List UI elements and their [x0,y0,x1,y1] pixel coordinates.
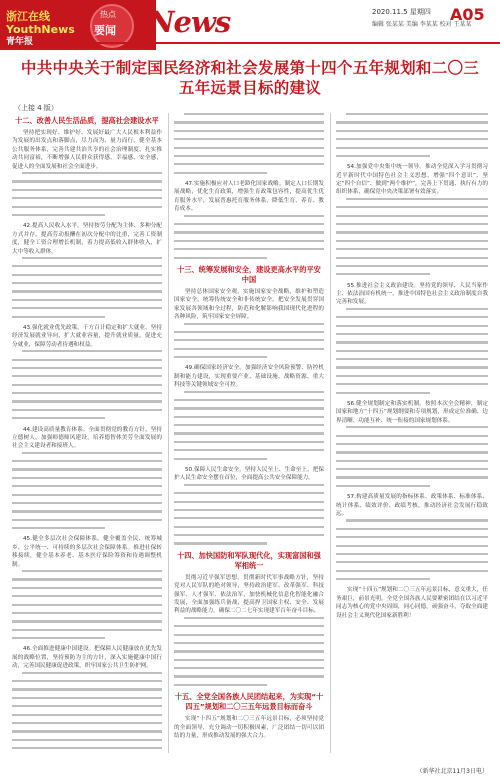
text-line [174,634,324,636]
text-line [346,519,488,521]
text-line [174,356,267,358]
text-line [336,553,488,555]
text-line [12,519,162,521]
text-line [174,659,324,661]
body-text-block [174,323,324,359]
text-line [174,534,324,536]
text-line [346,308,488,310]
body-paragraph: 43.强化就业优先政策。千方百计稳定和扩大就业，坚持经济发展就业导向，扩大就业容量，提升就业质量，促进充分就业，保障劳动者待遇和权益。 [12,324,162,348]
body-text-block [336,198,488,276]
body-paragraph: 44.建设高质量教育体系。全面贯彻党的教育方针，坚持立德树人，加强师德师风建设，培养德智体美劳全面发展的社会主义建设者和接班人。 [12,426,162,450]
text-line [184,113,324,115]
text-line [12,494,162,496]
brand-line2: 青年报 [6,37,34,47]
text-line [12,705,162,707]
text-line [174,130,324,132]
text-line [22,672,162,674]
body-text-block [174,484,324,545]
text-line [174,667,324,669]
text-line [12,747,162,749]
brand-line1: 浙江在线 YouthNews [6,10,75,36]
body-text-block [336,426,488,487]
body-paragraph: 49.确保国家经济安全。加强经济安全风险预警、防控机制和能力建设，实现重要产业、基础设施、战略资源、重大科技等关键领域安全可控。 [174,365,324,389]
text-line [184,391,324,393]
text-line [346,426,488,428]
text-line [12,375,162,377]
text-line [336,223,488,225]
text-line [12,392,162,394]
text-line [12,612,162,614]
text-line [336,561,488,563]
text-line [336,460,488,462]
text-line [336,155,430,157]
text-line [174,416,324,418]
text-line [12,680,162,682]
text-line [174,509,324,511]
text-line [174,163,324,165]
text-line [336,443,488,445]
text-line [174,399,324,401]
text-line [336,121,488,123]
article-headline: 中共中央关于制定国民经济和社会发展第十四个五年规划和二〇三五年远景目标的建议 [20,59,480,97]
source-credit: （新华社北京11月3日电） [416,768,488,775]
text-line [12,595,162,597]
text-line [174,147,324,149]
text-line [336,248,488,250]
column-divider [168,113,169,753]
text-line [336,350,488,352]
text-line [336,358,488,360]
text-line [336,383,488,385]
body-text-block [174,113,324,174]
text-line [336,485,430,487]
text-line [12,274,162,276]
text-line [22,570,162,572]
text-line [12,197,162,199]
text-line [174,424,324,426]
text-line [174,441,324,443]
text-line [12,620,162,622]
text-line [12,604,162,606]
text-line [12,307,162,309]
text-line [336,476,488,478]
text-line [336,468,488,470]
text-line [336,366,488,368]
body-text-block [336,308,488,394]
text-line [12,688,162,690]
body-text-block [174,391,324,460]
text-line [22,350,162,352]
body-paragraph: 实现“十四五”规划和二〇三五年远景目标，必须坚持党的全面领导，充分调动一切积极因素，广泛团结一切可以团结的力量，形成推动发展的强大合力。 [174,716,324,739]
text-line [174,432,324,434]
text-line [12,180,162,182]
text-line [174,257,267,259]
text-line [12,189,162,191]
text-line [12,316,105,318]
text-line [12,629,162,631]
text-line [174,675,324,677]
text-line [174,517,324,519]
text-line [336,316,488,318]
text-line [12,730,162,732]
text-line [346,198,488,200]
text-line [174,684,267,686]
body-text-block [12,570,162,639]
body-text-block [174,215,324,259]
text-line [12,299,162,301]
text-line [12,400,162,402]
body-paragraph: 实现“十四五”规划和二〇三五年远景目标，意义重大，任务艰巨，前景光明。全党全国各族人民要紧密团结在以习近平同志为核心的党中央周围，同心同德，顽强奋斗，夺取全面建设社会主义现代化国家新胜利！ [336,587,488,619]
text-line [12,697,162,699]
text-line [174,223,324,225]
body-text-block [12,452,162,530]
body-paragraph: 45.健全多层次社会保障体系。健全覆盖全民、统筹城乡、公平统一、可持续的多层次社会保障体系。推进社保转移接续，健全基本养老、基本医疗保险筹资和待遇调整机制。 [12,536,162,568]
body-text-block [336,519,488,580]
body-text-block [336,113,488,157]
body-paragraph: 55.推进社会主义政治建设。坚持党的领导、人民当家作主、依法治国有机统一，推进中国特色社会主义政治制度自我完善和发展。 [336,282,488,306]
section-label-small: 热点 [100,10,116,19]
text-line [336,206,488,208]
body-paragraph: 47.实施积极应对人口老龄化国家战略。制定人口长期发展战略，优化生育政策，增强生育政策包容性，提高优生优育服务水平，发展普惠托育服务体系，降低生育、养育、教育成本。 [174,181,324,213]
article-column-2 [174,113,324,753]
text-line [12,384,162,386]
text-line [336,138,488,140]
masthead-rule [82,42,500,44]
text-line [12,460,162,462]
text-line [174,542,267,544]
text-line [174,526,324,528]
text-line [336,578,430,580]
text-line [336,451,488,453]
text-line [12,578,162,580]
editor-credits: 编辑 张某某 美编 李某某 校对 王某某 [372,21,472,28]
text-line [336,392,430,394]
article-column-1 [12,113,162,753]
body-paragraph: 坚持总体国家安全观，实施国家安全战略，维护和塑造国家安全，统筹传统安全和非传统安全，把安全发展贯穿国家发展各领域和全过程，防范和化解影响我国现代化进程的各种风险，筑牢国家安全屏障。 [174,288,324,321]
text-line [12,367,162,369]
section-subheading: 十二、改善人民生活品质，提高社会建设水平 [15,116,159,125]
text-line [174,407,324,409]
text-line [336,231,488,233]
text-line [22,172,162,174]
body-paragraph: 50.保障人民生命安全。坚持人民至上、生命至上，把保护人民生命安全摆在首位，全面提高公共安全保障能力。 [174,466,324,482]
text-line [12,206,162,208]
text-line [12,214,105,216]
brand-logo[interactable] [6,10,82,47]
text-line [336,215,488,217]
text-line [12,485,162,487]
text-line [12,739,162,741]
text-line [184,215,324,217]
text-line [174,625,324,627]
text-line [336,528,488,530]
text-line [174,449,324,451]
text-line [174,331,324,333]
text-line [12,282,162,284]
text-line [174,172,267,174]
text-line [12,409,162,411]
text-line [336,257,488,259]
text-line [336,536,488,538]
text-line [336,240,488,242]
text-line [336,435,488,437]
text-line [12,265,162,267]
text-line [336,341,488,343]
section-subheading: 十五、全党全国各族人民团结起来，为实现“十四五”规划和二〇三五年远景目标而奋斗 [174,692,324,712]
text-line [174,231,324,233]
text-line [174,339,324,341]
text-line [336,570,488,572]
body-paragraph: 贯彻习近平强军思想，贯彻新时代军事战略方针，坚持党对人民军队的绝对领导，坚持政治建军、改革强军、科技强军、人才强军、依法治军，加快机械化信息化智能化融合发展，全面加强练兵备战，提高捍卫国家主权、安全、发展利益的战略能力，确保二〇二七年实现建军百年奋斗目标。 [174,574,324,615]
text-line [12,468,162,470]
text-line [12,510,162,512]
body-paragraph: 42.提高人民收入水平。坚持按劳分配为主体、多种分配方式并存，提高劳动报酬在初次分配中的比重，完善工资制度，健全工资合理增长机制，着力提高低收入群体收入，扩大中等收入群体。 [12,223,162,255]
text-line [174,121,324,123]
text-line [174,155,324,157]
body-text-block [174,617,324,686]
text-line [12,290,162,292]
text-line [336,333,488,335]
text-line [12,417,105,419]
text-line [174,501,324,503]
text-line [12,502,162,504]
text-line [336,325,488,327]
text-line [336,545,488,547]
text-line [174,458,267,460]
masthead [0,0,500,50]
text-line [336,147,488,149]
text-line [174,492,324,494]
text-line [184,484,324,486]
text-line [174,138,324,140]
continued-from-note: （上接 4 版） [14,104,58,112]
text-line [184,323,324,325]
article-column-3 [336,113,488,753]
text-line [12,359,162,361]
text-line [174,248,324,250]
text-line [336,265,488,267]
page-number: A05 [450,5,485,24]
issue-date: 2020.11.5 星期四 [372,8,431,16]
text-line [174,240,324,242]
masthead-brand-block [0,0,82,50]
text-line [12,722,162,724]
news-wordmark: News [148,5,231,39]
text-line [336,273,430,275]
body-paragraph: 56.健全规划制定和落实机制。按照本次全会精神，制定国家和地方“十四五”规划纲要和专项规划，形成定位准确、边界清晰、功能互补、统一衔接的国家规划体系。 [336,400,488,424]
section-subheading: 十三、统筹发展和安全，建设更高水平的平安中国 [177,264,321,284]
section-subheading: 十四、加快国防和军队现代化，实现富国和强军相统一 [177,550,321,570]
section-label-big: 要闻 [94,24,116,37]
body-text-block [12,672,162,753]
column-divider [330,113,331,753]
text-line [12,527,105,529]
body-text-block [12,172,162,216]
text-line [12,477,162,479]
text-line [22,257,162,259]
text-line [22,452,162,454]
body-text-block [12,257,162,318]
body-paragraph: 57.构建高质量发展的指标体系、政策体系、标准体系、统计体系、绩效评价、政绩考核，推动经济社会发展行稳致远。 [336,494,488,517]
text-line [346,113,488,115]
text-line [174,348,324,350]
text-line [336,375,488,377]
body-paragraph: 坚持把实现好、维护好、发展好最广大人民根本利益作为发展的出发点和落脚点，尽力而为、量力而行，健全基本公共服务体系，完善共建共治共享的社会治理制度，扎实推动共同富裕，不断增强人民群众获得感、幸福感、安全感，促进人的全面发展和社会全面进步。 [12,130,162,170]
text-line [12,714,162,716]
text-line [336,130,488,132]
body-text-block [12,350,162,419]
text-line [184,617,324,619]
text-line [12,637,105,639]
text-line [12,587,162,589]
text-line [174,642,324,644]
body-paragraph: 46.全面推进健康中国建设。把保障人民健康放在优先发展的战略位置，坚持预防为主的方针，深入实施健康中国行动，完善国民健康促进政策，织牢国家公共卫生防护网。 [12,646,162,670]
body-paragraph: 54.加强党中央集中统一领导。推动全党深入学习贯彻习近平新时代中国特色社会主义思想，增强“四个意识”、坚定“四个自信”、做到“两个维护”，完善上下贯通、执行有力的组织体系，确保党中央决策部署有效落实。 [336,164,488,196]
text-line [174,650,324,652]
